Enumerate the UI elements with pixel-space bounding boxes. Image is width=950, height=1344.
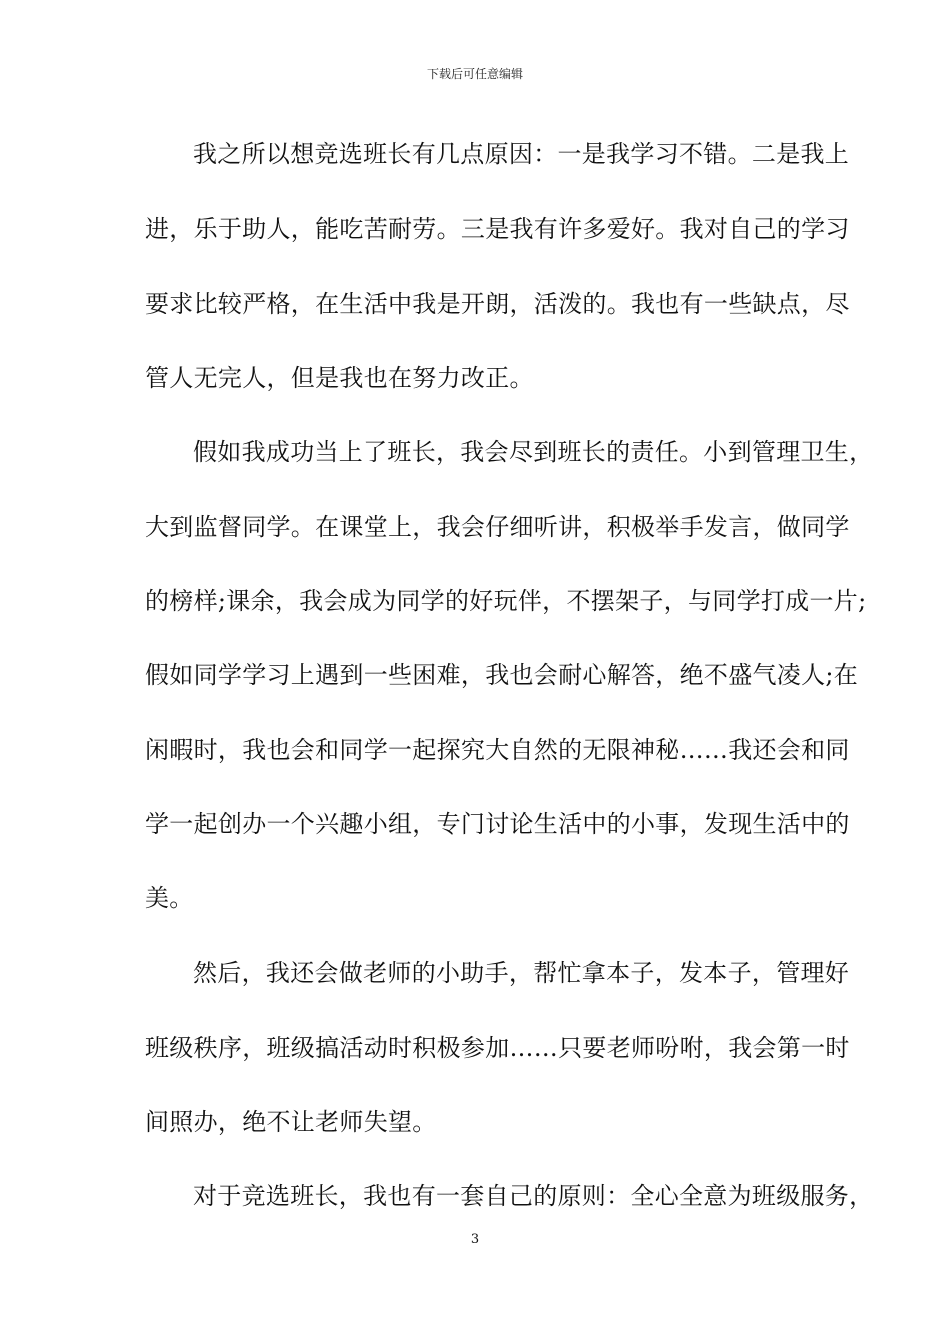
paragraph-2-line-3: 的榜样;课余，我会成为同学的好玩伴，不摆架子，与同学打成一片; xyxy=(145,587,867,615)
paragraph-1-line-4: 管人无完人，但是我也在努力改正。 xyxy=(145,364,534,392)
paragraph-1-line-1: 我之所以想竞选班长有几点原因：一是我学习不错。二是我上 xyxy=(193,140,850,168)
paragraph-3-line-1: 然后，我还会做老师的小助手，帮忙拿本子，发本子，管理好 xyxy=(193,959,850,987)
paragraph-2-line-4: 假如同学学习上遇到一些困难，我也会耐心解答，绝不盛气凌人;在 xyxy=(145,661,859,689)
paragraph-1-line-3: 要求比较严格，在生活中我是开朗，活泼的。我也有一些缺点，尽 xyxy=(145,290,850,318)
paragraph-3-line-2: 班级秩序，班级搞活动时积极参加……只要老师吩咐，我会第一时 xyxy=(145,1034,850,1062)
page-number: 3 xyxy=(470,1232,480,1247)
page-header-note: 下载后可任意编辑 xyxy=(426,67,523,81)
paragraph-1-line-2: 进，乐于助人，能吃苦耐劳。三是我有许多爱好。我对自己的学习 xyxy=(145,215,850,243)
paragraph-4-line-1: 对于竞选班长，我也有一套自己的原则：全心全意为班级服务， xyxy=(193,1182,874,1210)
paragraph-3-line-3: 间照办，绝不让老师失望。 xyxy=(145,1108,437,1136)
paragraph-2-line-2: 大到监督同学。在课堂上，我会仔细听讲，积极举手发言，做同学 xyxy=(145,513,850,541)
paragraph-2-line-1: 假如我成功当上了班长，我会尽到班长的责任。小到管理卫生， xyxy=(193,438,874,466)
paragraph-2-line-5: 闲暇时，我也会和同学一起探究大自然的无限神秘……我还会和同 xyxy=(145,736,850,764)
paragraph-2-line-6: 学一起创办一个兴趣小组，专门讨论生活中的小事，发现生活中的 xyxy=(145,810,850,838)
paragraph-2-line-7: 美。 xyxy=(145,884,194,912)
